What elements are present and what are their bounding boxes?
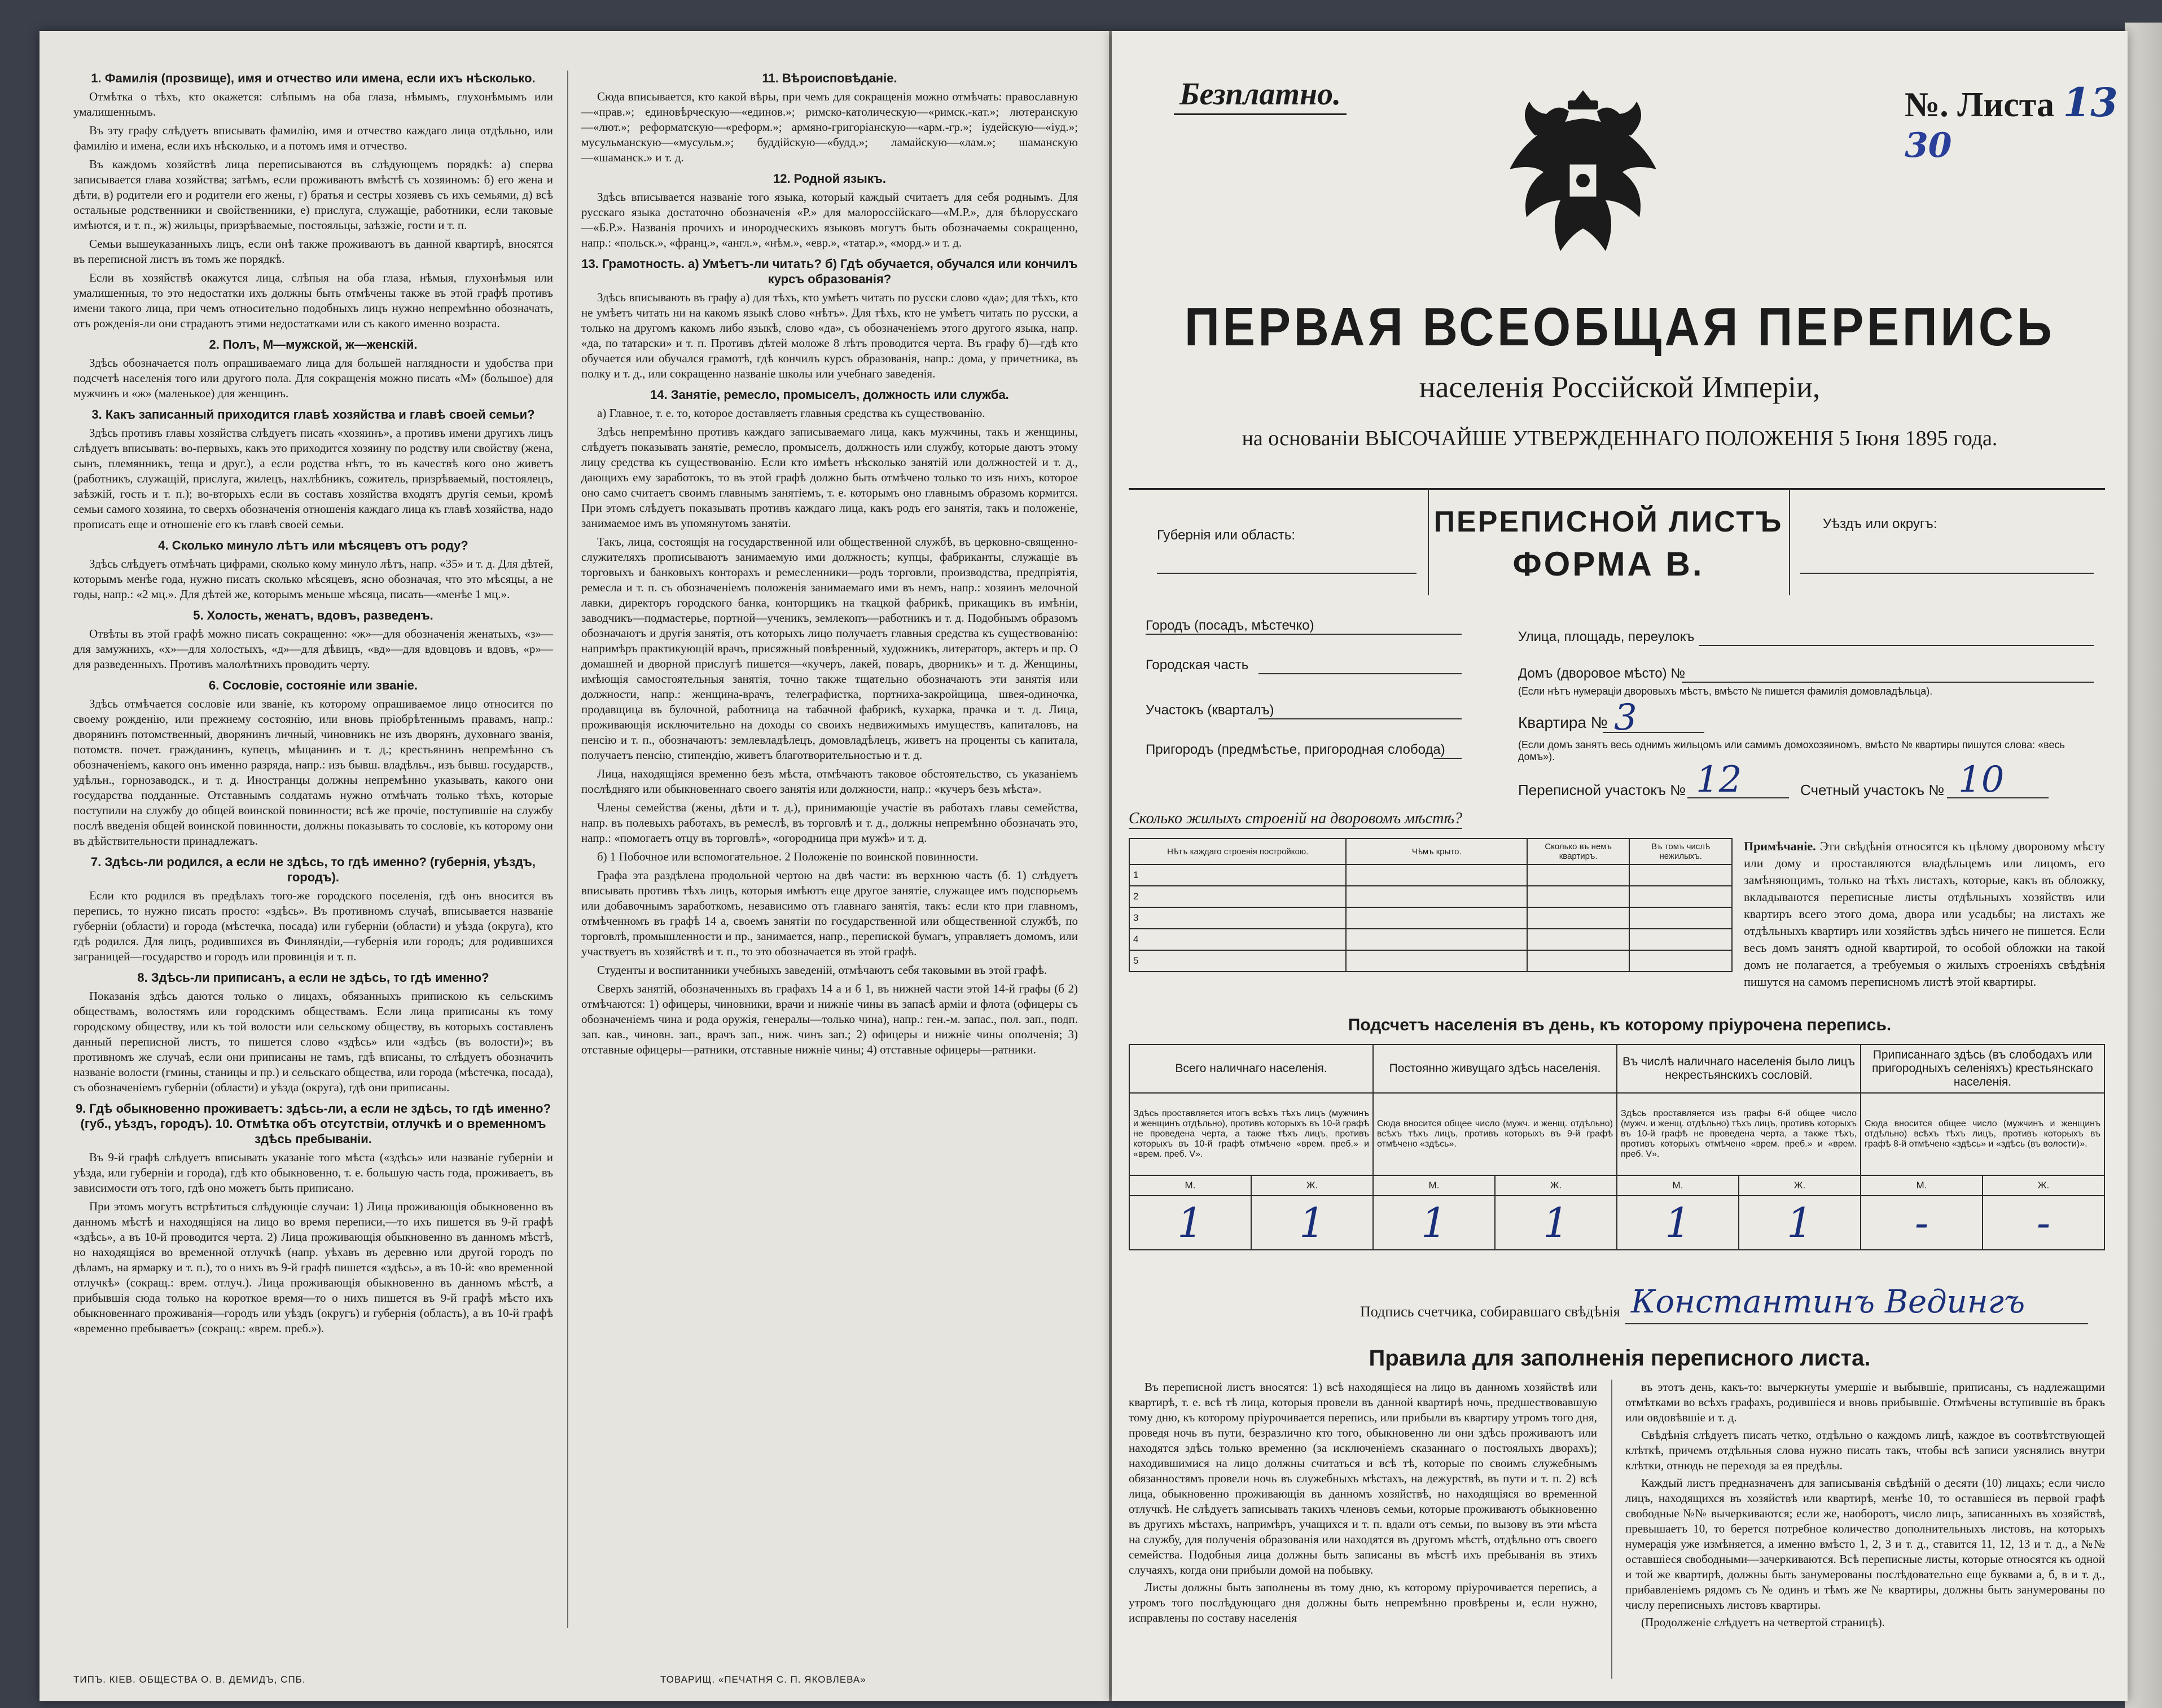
column-divider (567, 71, 568, 1628)
gorod-field[interactable] (1146, 634, 1462, 635)
buildings-cell[interactable] (1527, 864, 1630, 886)
population-header-cell: Въ числѣ наличнаго населенія было лицъ некрестьянскихъ сословій. (1617, 1044, 1861, 1093)
population-sex-cell: Ж. (1983, 1175, 2104, 1196)
paragraph: а) Главное, т. е. то, которое доставляетъ главныя средства къ существованію. (597, 406, 985, 420)
population-value-cell[interactable] (1983, 1196, 2104, 1250)
population-header-cell: Постоянно живущаго здѣсь населенія. (1373, 1044, 1617, 1093)
sheet-number-value: 13 (2063, 79, 2118, 126)
rules-column-2 (1625, 1380, 2105, 1632)
population-sex-cell: М. (1861, 1175, 1983, 1196)
signature-label: Подпись счетчика, собиравшаго свѣдѣнія (1360, 1303, 1620, 1320)
buildings-cell[interactable] (1346, 864, 1527, 886)
population-value-cell[interactable] (1129, 1196, 1251, 1250)
population-sex-cell: М. (1617, 1175, 1739, 1196)
instructions-column-1 (73, 65, 553, 1340)
table-row (1129, 907, 1732, 929)
population-value: 1 (1543, 1199, 1569, 1246)
population-value-cell[interactable] (1251, 1196, 1373, 1250)
section-heading: 3. Какъ записанный приходится главѣ хозяйства и главѣ своей семьи? (91, 407, 535, 421)
paragraph: Здѣсь обозначается полъ опрашиваемаго лица для большей наглядности и удобства при подсчетѣ населенія того или другого пола. Для сокращенія можно писать «М» (большое) для мужчинъ и «ж» (маленькое) для женщинъ. (73, 356, 553, 400)
population-sex-cell: Ж. (1251, 1175, 1373, 1196)
population-value: - (2036, 1199, 2051, 1246)
buildings-header-cell: Чѣмъ крыто. (1346, 838, 1527, 864)
rules-title: Правила для заполненія переписного листа. (1369, 1346, 1871, 1371)
sheet-number-label: №. Листа (1905, 86, 2054, 124)
paragraph: Если кто родился въ предѣлахъ того-же городского поселенія, гдѣ онъ вносится въ перепись, то нужно писать просто: «здѣсь». Въ противномъ случаѣ, вписывается названіе губерніи (области) и города (мѣстечка, посада) или губерніи (области) и уѣзда (округа), кто гдѣ родился. Для лицъ, родившихся въ Финляндіи,—губернія или городъ; для родившихся заграницей—государство и городъ или провинція и т. п. (73, 889, 553, 963)
paragraph: Отмѣтка о тѣхъ, кто окажется: слѣпымъ на оба глаза, нѣмымъ, глухонѣмымъ или умалишеннымъ. (73, 90, 553, 118)
population-sex-cell: М. (1129, 1175, 1251, 1196)
section-heading: 4. Сколько минуло лѣтъ или мѣсяцевъ отъ роду? (158, 538, 468, 552)
population-sex-row (1129, 1175, 2104, 1196)
population-sex-cell: Ж. (1739, 1175, 1861, 1196)
population-sex-cell: Ж. (1495, 1175, 1617, 1196)
buildings-note (1744, 838, 2105, 990)
population-value: - (1914, 1199, 1929, 1246)
rules-paragraph: (Продолженіе слѣдуетъ на четвертой страницѣ). (1641, 1615, 1885, 1629)
buildings-header-cell: Въ томъ числѣ нежилыхъ. (1629, 838, 1732, 864)
paragraph: Такъ, лица, состоящія на государственной или общественной службѣ, въ церковно-священно-служителяхъ прописываютъ занимаемую ими должность; купцы, фабриканты, служащіе въ торговыхъ и банковыхъ конторахъ и ремесленники—родъ торговли, производства, предпріятія, ремесла и т. п. съ обозначеніемъ положенія занимаемаго ими въ немъ, напр.: хозяинъ мелочной лавки, директоръ городского банка, конторщикъ на ткацкой фабрикѣ, прикащикъ въ имѣніи, заводчикъ—подмастерье, портной—ученикъ, землекопъ—работникъ и т. д. Подобнымъ образомъ обозначаютъ и другія занятія, отъ которыхъ лицо получаетъ главныя средства къ существованію: напримѣръ практикующій врачъ, присяжный повѣренный, художникъ, литераторъ, актеръ и пр. О домашней и дворной прислугѣ пишется—«кучеръ, лакей, поваръ, дворникъ» и т. д. Женщины, имѣющія самостоятельныя занятія, точно также тщательно обозначаютъ эти занятія или должности, напр.: женщина-врачъ, телеграфистка, портниха-закройщица, швея-одиночка, продавщица въ булочной, работница на табачной фабрикѣ, кухарка, прачка и т. д. Лица, проживающія исключительно на доходы со своихъ недвижимыхъ имуществъ, капиталовъ, на пенсію и т. п., обозначаютъ: землевладѣлецъ, домовладѣлецъ, живетъ на проценты съ капитала, получаетъ пенсію, стипендію, живетъ благотворительностью и т. д. (581, 535, 1078, 762)
note-text: Эти свѣдѣнія относятся къ цѣлому дворовому мѣсту или дому и проставляются владѣльцемъ или лицомъ, его замѣняющимъ, только на тѣхъ листахъ, которые, какъ въ обложку, вкладываются переписные листы отдѣльныхъ хозяйствъ или квартиръ всего этого дома, двора или усадьбы; на листахъ же отдѣльныхъ квартиръ или хозяйствъ здѣсь ничего не пишется. Если весь домъ занятъ одной квартирой, то особой обложки на такой домъ не полагается, а требуемыя о жилыхъ строеніяхъ свѣдѣнія пишутся на самомъ переписномъ листѣ этой квартиры. (1744, 839, 2106, 989)
rules-paragraph: въ этотъ день, какъ-то: вычеркнуты умершіе и выбывшіе, приписаны, съ надлежащими отмѣтками во всѣхъ графахъ, родившіеся и вновь прибывшіе. Отмѣчены вступившіе въ бракъ или овдовѣвшіе и т. д. (1625, 1380, 2105, 1424)
city-part-label: Городская часть (1146, 657, 1249, 673)
buildings-cell[interactable] (1629, 907, 1732, 929)
paragraph: Семьи вышеуказанныхъ лицъ, если онѣ также проживаютъ въ данной квартирѣ, вносятся въ переписной листъ въ томъ же порядкѣ. (73, 237, 553, 266)
buildings-cell[interactable] (1527, 950, 1630, 972)
apartment-field[interactable] (1603, 732, 1704, 733)
sheet-number-value-2: 30 (1905, 126, 1952, 165)
population-table (1129, 1044, 2105, 1250)
paragraph: Сюда вписывается, кто какой вѣры, при чемъ для сокращенія можно отмѣчать: православную—«прав.»; единовѣрческую—«единов.»; римско-католическую—«римск.-кат.»; лютеранскую—«лют.»; реформатскую—«реформ.»; армяно-григоріанскую—«арм.-гр.»; іудейскую—«іуд.»; мусульманскую—«мусульм.»; буддійскую—«будд.»; ламайскую—«лам.»; шаманскую—«шаманск.» и т. д. (581, 90, 1078, 164)
apartment-note: (Если домъ занятъ весь однимъ жильцомъ или самимъ домохозяиномъ, вмѣсто № квартиры пишутся слова: «весь домъ»). (1518, 739, 2065, 762)
house-label: Домъ (дворовое мѣсто) № (1518, 666, 1686, 681)
buildings-cell[interactable] (1629, 864, 1732, 886)
population-value-cell[interactable] (1617, 1196, 1739, 1250)
paragraph: Въ каждомъ хозяйствѣ лица переписываются въ слѣдующемъ порядкѣ: а) сперва записывается глава хозяйства; затѣмъ, если проживаютъ вмѣстѣ съ хозяиномъ: б) его жена и дѣти, в) родители его и родители его жены, г) братья и сестры хозяевъ съ ихъ семьями, д) всѣ остальные родственники и свойственники, е) прислуга, служащіе, работники, если таковые имѣются, и т. п., ж) жильцы, призрѣваемые, постояльцы, заѣзжіе, гости и т. п. (73, 157, 553, 232)
buildings-question: Сколько жилыхъ строеній на дворовомъ мѣстѣ? (1129, 810, 1462, 829)
table-row (1129, 950, 1732, 972)
uezd-field[interactable] (1800, 573, 2094, 574)
buildings-cell[interactable] (1527, 907, 1630, 929)
population-value: 1 (1177, 1199, 1203, 1246)
section-heading: 2. Полъ, М—мужской, ж—женскій. (209, 337, 418, 352)
section-heading: 5. Холость, женатъ, вдовъ, разведенъ. (193, 608, 433, 622)
section-heading: 7. Здѣсь-ли родился, а если не здѣсь, то гдѣ именно? (губернія, уѣздъ, городъ). (91, 855, 536, 884)
population-description-cell: Сюда вносится общее число (мужч. и женщ. отдѣльно) всѣхъ тѣхъ лицъ, противъ которыхъ въ 9-й графѣ отмѣчено «здѣсь». (1373, 1093, 1617, 1175)
buildings-row-number[interactable]: 5 (1129, 950, 1346, 972)
apartment-value: 3 (1614, 697, 1637, 739)
buildings-table (1129, 838, 1733, 972)
population-value: 1 (1665, 1199, 1691, 1246)
census-section-label: Переписной участокъ № (1518, 781, 1686, 798)
uezd-label: Уѣздъ или округъ: (1823, 516, 1937, 532)
buildings-row-number[interactable]: 4 (1129, 929, 1346, 950)
paragraph: Здѣсь отмѣчается сословіе или званіе, къ которому опрашиваемое лицо относится по своему рожденію, или прежнему состоянію, или вновь пріобрѣтеннымъ правамъ, напр.: дворянинъ потомственный, дворянинъ личный, чиновникъ не изъ дворянъ, духовнаго званія, потомств. почет. гражданинъ, купецъ, мѣщанинъ и т. д.; крестьянинъ непремѣнно съ обозначеніемъ, какого онъ именно разряда, напр.: изъ бывш. владѣльч., изъ бывш. государств., удѣльн., горнозаводск., и т. д. Иностранцы должны непремѣнно указывать, какого они государства подданные. Отставнымъ солдатамъ нужно отмѣчать только тѣхъ, которые поступили на службу до общей воинской повинности; всѣ же прочіе, поступившіе на службу послѣ введенія общей воинской повинности, должны показывать то сословіе, къ которому они въ дѣйствительности принадлежатъ. (73, 697, 553, 848)
buildings-header-cell: Нѣтъ каждаго строенія постройкою. (1129, 838, 1346, 864)
paragraph: Здѣсь непремѣнно противъ каждаго записываемаго лица, какъ мужчины, такъ и женщины, слѣдуетъ показывать занятіе, ремесло, промыселъ, должность или службу, которые даютъ этому лицу средства къ существованію. Если кто имѣетъ нѣсколько занятій или должностей и т. д., дающихъ ему заработокъ, то въ этой графѣ должно быть отмѣчено только то изъ нихъ, которое оно само считаетъ своимъ главнымъ занятіемъ, т. е. которымъ оно главнымъ образомъ кормится. При этомъ слѣдуетъ показывать противъ каждаго лица, какъ родъ его занятія, такъ и положеніе, занимаемое имъ въ упомянутомъ занятіи. (581, 425, 1078, 530)
buildings-row-number[interactable]: 2 (1129, 886, 1346, 907)
rules-paragraph: Въ переписной листъ вносятся: 1) всѣ находящіеся на лицо въ данномъ хозяйствѣ или квартирѣ, т. е. всѣ тѣ лица, которыя провели въ данной квартирѣ ночь, предшествовавшую тому дню, къ которому пріурочивается перепись, или прибыли въ квартиру утромъ того дня, проведя ночь въ пути, безразлично кто того, обыкновенно ли они здѣсь проживаютъ или находятся здѣсь только временно (за исключеніемъ сказаннаго о постоялыхъ дворахъ); находившимися на лицо должны считаться и всѣ тѣ, которые по своимъ служебнымъ обязанностямъ провели ночь въ служебныхъ мѣстахъ, на дежурствѣ, въ пути и т. п. 2) всѣ лица, обыкновенно проживающія въ данномъ хозяйствѣ, но находящіяся во временной отлучкѣ. Не слѣдуетъ записывать такихъ членовъ семьи, которые проживаютъ обыкновенно въ другихъ мѣстахъ, напримѣръ, учащихся и т. п. вдали отъ семьи, по вызову въ эти мѣста на службу, для полученія образованія или находятся въ другомъ мѣстѣ, отдѣльно отъ своего семейства. Подобныя лица должны быть записаны въ мѣстѣ ихъ пребыванія въ этихъ случаяхъ, когда они прибыли домой на побывку. (1129, 1380, 1597, 1577)
left-page (40, 31, 1109, 1701)
rules-paragraph: Листы должны быть заполнены въ тому дню, къ которому пріурочивается перепись, а утромъ того послѣдующаго дня должны быть непремѣнно провѣрены и, если нужно, исправлены по составу населенія (1129, 1580, 1597, 1624)
form-title: ПЕРЕПИСНОЙ ЛИСТЪ (1433, 506, 1783, 538)
census-subtitle: населенія Россійской Имперіи, (1419, 370, 1821, 404)
buildings-header-row (1129, 838, 1732, 864)
printer-imprint-right: ТОВАРИЩ. «ПЕЧАТНЯ С. П. ЯКОВЛЕВА» (660, 1674, 866, 1685)
buildings-row-number[interactable]: 3 (1129, 907, 1346, 929)
paragraph: Здѣсь вписывается названіе того языка, который каждый считаетъ для себя роднымъ. Для русскаго языка достаточно обозначенія «Р.» для малороссійскаго—«М.Р.», для бѣлорусскаго—«Б.Р.». Названія прочихъ и инородческихъ языковъ могутъ быть обозначаемы сокращенно, напр.: «польск.», «франц.», «англ.», «нѣм.», «евр.», «татар.», «морд.» и т. д. (581, 190, 1078, 249)
paragraph: При этомъ могутъ встрѣтиться слѣдующіе случаи: 1) Лица проживающія обыкновенно въ данномъ мѣстѣ и находящіяся на лицо во время переписи,—то ихъ пишется въ 9-й графѣ «здѣсь», а въ 10-й проводится черта. 2) Лица проживающія обыкновенно въ данномъ мѣстѣ, но находящіяся во временной отлучкѣ (напр. уѣхавъ въ деревню или другой городъ по дѣламъ, на ярмарку и т. п.), то о нихъ въ 9-й графѣ пишется «здѣсь», а въ 10-й: «во временной отлучкѣ» (сокращ.: врем. отлуч.). Лица проживающія обыкновенно въ данномъ мѣстѣ, а прибывшія сюда только на короткое время—то о нихъ пишется въ 9-й графѣ мѣсто ихъ обыкновеннаго проживанія—городъ или уѣздъ (округъ) и губернія (область), а въ 10-й графѣ «временно пребываетъ» (сокращ.: «врем. преб.»). (73, 1200, 553, 1335)
street-label: Улица, площадь, переулокъ (1518, 629, 1695, 644)
population-title: Подсчетъ населенія въ день, къ которому пріурочена перепись. (1348, 1016, 1892, 1034)
form-header-divider-right (1789, 488, 1790, 595)
suburb-label: Пригородъ (предмѣстье, пригородная слобода) (1146, 742, 1445, 757)
paragraph: Студенты и воспитанники учебныхъ заведеній, отмѣчаютъ себя таковыми въ этой графѣ. (597, 963, 1047, 977)
population-values-row (1129, 1196, 2104, 1250)
section-heading: 14. Занятіе, ремесло, промыселъ, должность или служба. (650, 388, 1009, 402)
paragraph: Показанія здѣсь даются только о лицахъ, обязанныхъ припискою къ сельскимъ обществамъ, волостямъ или городскимъ обществамъ. Если лица приписаны къ тому городскому обществу, или къ той волости или сельскому обществу, въ которыхъ составленъ данный переписной листъ, то пишется слово «здѣсь» или «здѣсь (въ волости)»; въ противномъ же случаѣ, если они приписаны не тамъ, гдѣ вписаны, то слѣдуетъ обозначить названіе волости (гмины, станицы и пр.) и сельскаго общества, или города (мѣстечка, посада), съ обозначеніемъ губерніи (области) и уѣзда (округа), гдѣ они приписаны. (73, 989, 553, 1094)
population-value: 1 (1299, 1199, 1325, 1246)
paragraph: Графа эта раздѣлена продольной чертою на двѣ части: въ верхнюю часть (б. 1) слѣдуетъ вписывать противъ тѣхъ лицъ, которыя имѣютъ еще другое занятіе, служащее имъ подспорьемъ или добавочнымъ заработкомъ, независимо отъ главнаго занятія, такъ: если кто при главномъ, отмѣченномъ въ графѣ 14 а, своемъ занятіи по государственной или общественной службѣ, по торговлѣ, промышленности и пр., занимается, напр., перепиской бумагъ, управляетъ домомъ, или участвуетъ въ хозяйствѣ и т. п., то это обозначается въ этой графѣ. (581, 868, 1078, 958)
house-note: (Если нѣтъ нумераціи дворовыхъ мѣстъ, вмѣсто № пишется фамилія домовладѣльца). (1518, 686, 1933, 697)
section-heading: 1. Фамилія (прозвище), имя и отчество или имена, если ихъ нѣсколько. (91, 71, 536, 85)
instructions-column-2 (581, 65, 1078, 1061)
apartment-label: Квартира № (1518, 714, 1608, 731)
buildings-cell[interactable] (1629, 950, 1732, 972)
rules-column-divider (1611, 1380, 1612, 1679)
uchastok-label: Участокъ (кварталъ) (1146, 702, 1274, 718)
free-label: Безплатно. (1174, 76, 1347, 115)
population-value: 1 (1421, 1199, 1447, 1246)
table-row (1129, 929, 1732, 950)
section-heading: 9. Гдѣ обыкновенно проживаетъ: здѣсь-ли, а если не здѣсь, то гдѣ именно? (губ., уѣздъ, городъ). 10. Отмѣтка объ отсутствіи, отлучкѣ и о временномъ здѣсь пребываніи. (75, 1101, 551, 1146)
city-part-field[interactable] (1258, 673, 1462, 674)
population-description-cell: Сюда вносится общее число (мужчинъ и женщинъ отдѣльно) всѣхъ тѣхъ лицъ, противъ которыхъ въ графѣ 8-й отмѣчено «здѣсь» и «здѣсь (въ волости)». (1861, 1093, 2104, 1175)
buildings-cell[interactable] (1346, 950, 1527, 972)
page-stack-edge (2125, 23, 2162, 1708)
sheet-number (1905, 79, 2128, 166)
population-header-row (1129, 1044, 2104, 1093)
census-basis: на основаніи ВЫСОЧАЙШЕ УТВЕРЖДЕННАГО ПОЛОЖЕНІЯ 5 Іюня 1895 года. (1242, 427, 1998, 450)
signature-field[interactable] (1625, 1323, 2088, 1324)
right-page (1112, 31, 2128, 1701)
section-heading: 12. Родной языкъ. (773, 172, 887, 186)
paragraph: Отвѣты въ этой графѣ можно писать сокращенно: «ж»—для обозначенія женатыхъ, «з»—для замужнихъ, «х»—для холостыхъ, «д»—для дѣвицъ, «вд»—для вдовцовъ и вдовъ, «р»—для разведенныхъ. Противъ малолѣтнихъ проводить черту. (73, 627, 553, 671)
gubernia-label: Губернія или область: (1157, 528, 1296, 543)
population-value-cell[interactable] (1373, 1196, 1495, 1250)
population-description-cell: Здѣсь проставляется изъ графы 6-й общее число (мужч. и женщ. отдѣльно) тѣхъ лицъ, противъ которыхъ въ 10-й графѣ не проведена черта, а также тѣхъ, противъ которыхъ отмѣчено «врем. преб.» и «врем. преб. V». (1617, 1093, 1861, 1175)
count-section-field[interactable] (1947, 797, 2049, 798)
paragraph: Здѣсь противъ главы хозяйства слѣдуетъ писать «хозяинъ», а противъ имени другихъ лицъ слѣдуетъ вписывать: во-первыхъ, какъ это приходится хозяину по родству или свойству (жена, сынъ, племянникъ, теща и друг.), а если родства нѣтъ, то въ качествѣ кого оно живетъ (работникъ, служащій, прислуга, жилецъ, нахлѣбникъ, сожитель, призрѣваемый, постоялецъ, заѣзжій, гость и т. п.); во-вторыхъ если въ составъ хозяйства входятъ другія семьи, кромѣ семьи самого хозяина, то сверхъ обозначенія отношенія каждаго лица къ главѣ хозяйства, надо прописать еще и отношеніе его къ главѣ своей семьи. (73, 426, 553, 531)
buildings-cell[interactable] (1527, 886, 1630, 907)
population-value: 1 (1787, 1199, 1813, 1246)
street-field[interactable] (1699, 645, 2094, 646)
census-title: ПЕРВАЯ ВСЕОБЩАЯ ПЕРЕПИСЬ (1184, 297, 2055, 357)
population-value-cell[interactable] (1861, 1196, 1983, 1250)
paragraph: Здѣсь слѣдуетъ отмѣчать цифрами, сколько кому минуло лѣтъ, напр. «35» и т. д. Для дѣтей, которымъ менѣе года, нужно писать сколько мѣсяцевъ, ясно обозначая, что это мѣсяцы, а не годы, напр.: «2 мц.». Для дѣтей же, которымъ меньше мѣсяца, писать—«менѣе 1 мц.». (73, 557, 553, 601)
census-section-value: 12 (1696, 759, 1742, 801)
paragraph: Члены семейства (жены, дѣти и т. д.), принимающіе участіе въ работахъ главы семейства, напр. въ полевыхъ работахъ, въ ремеслѣ, въ торговлѣ и т. д., должны непремѣнно обозначать это, напр.: «помогаетъ отцу въ торговлѣ», «огородница при мужѣ» и т. д. (581, 801, 1078, 845)
paragraph: Сверхъ занятій, обозначенныхъ въ графахъ 14 а и б 1, въ нижней части этой 14-й графы (б 2) отмѣчаются: 1) офицеры, чиновники, врачи и нижніе чины въ запасѣ арміи и флота (офицеры съ обозначеніемъ чина и рода оружія, генералы—только чина), напр.: ген.-м. запас., пол. зап., подп. зап. кав., чиновн. зап., врачъ зап., ниж. чинъ зап.; 2) офицеры и нижніе чины ополченія; 3) отставные офицеры—ратники, отставные нижніе чины; 4) отставные офицеры—ратники. (581, 982, 1078, 1056)
rules-paragraph: Каждый листъ предназначенъ для записыванія свѣдѣній о десяти (10) лицахъ; если число лицъ, находящихся въ хозяйствѣ или квартирѣ, менѣе 10, то оставшіеся въ первой графѣ свободные №№ вычеркиваются; если же, наоборотъ, число лицъ, записанныхъ въ хозяйствѣ, превышаетъ 10, то берется потребное количество дополнительныхъ листовъ, на которыхъ нумерація уже измѣняется, а именно вмѣсто 1, 2, 3 и т. д., ставится 11, 12, 13 и т. д., а №№ оставшіеся свободными—зачеркиваются. Всѣ переписные листы, которые относятся къ одной и той же квартирѣ, должны быть занумерованы послѣдовательно еще буквами а, б, в и т. д., прибавленіемъ рядомъ съ № одинъ и тѣмъ же № квартиры, должны быть занумерованы по числу переписныхъ листовъ квартиры. (1625, 1476, 2105, 1612)
paragraph: Лица, находящіяся временно безъ мѣста, отмѣчаютъ таковое обстоятельство, съ указаніемъ послѣдняго или обыкновеннаго своего занятія или должности, напр.: «кучеръ безъ мѣста». (581, 767, 1078, 796)
paragraph: Въ эту графу слѣдуетъ вписывать фамилію, имя и отчество каждаго лица отдѣльно, или фамилію и имена, если ихъ нѣсколько, и а потомъ имя и отчество. (73, 124, 553, 152)
double-headed-eagle-emblem-icon (1501, 85, 1665, 271)
population-description-row (1129, 1093, 2104, 1175)
rules-column-1 (1129, 1380, 1597, 1628)
printer-imprint-left: ТИПЪ. КІЕВ. ОБЩЕСТВА О. В. ДЕМИДЪ, СПБ. (73, 1674, 306, 1685)
population-description-cell: Здѣсь проставляется итогъ всѣхъ тѣхъ лицъ (мужчинъ и женщинъ отдѣльно), противъ которыхъ въ 10-й графѣ не проведена черта, а также тѣхъ лицъ, противъ которыхъ въ 10-й графѣ отмѣчено «врем. преб.» и «врем. преб. V». (1129, 1093, 1373, 1175)
section-heading: 11. Вѣроисповѣданіе. (762, 71, 897, 85)
form-type: ФОРМА В. (1512, 545, 1704, 583)
buildings-cell[interactable] (1346, 907, 1527, 929)
suburb-field[interactable] (1433, 758, 1462, 759)
uchastok-field[interactable] (1258, 718, 1462, 719)
section-heading: 6. Сословіе, состояніе или званіе. (208, 678, 418, 692)
population-sex-cell: М. (1373, 1175, 1495, 1196)
section-heading: 13. Грамотность. а) Умѣетъ-ли читать? б) Гдѣ обучается, обучался или кончилъ курсъ образованія? (581, 257, 1078, 286)
paragraph: Если въ хозяйствѣ окажутся лица, слѣпыя на оба глаза, нѣмыя, глухонѣмыя или умалишенныя, то это недостатки ихъ должны быть отмѣчены также въ этой графѣ противъ имени такого лица, при чемъ относительно подобныхъ лицъ нужно непремѣнно обозначать, отъ рожденія-ли они страдаютъ этими недостатками или съ какого именно возраста. (73, 271, 553, 330)
paragraph: Въ 9-й графѣ слѣдуетъ вписывать указаніе того мѣста («здѣсь» или названіе губерніи и уѣзда, или губерніи и города), гдѣ кто обыкновенно, т. е. большую часть года, проживаетъ, въ зависимости отъ того, гдѣ оно можетъ быть приписано. (73, 1151, 553, 1195)
paragraph: Здѣсь вписывають въ графу а) для тѣхъ, кто умѣетъ читать по русски слово «да»; для тѣхъ, кто не умѣетъ читать ни на какомъ языкѣ слово «нѣтъ». Для тѣхъ, кто не умѣетъ читать по русски, а только на другомъ какомъ либо языкѣ, слово «да», съ обозначеніемъ этого другого языка, напр. «да, по татарски» и т. п. Противъ дѣтей моложе 8 лѣтъ проводится черта. Въ графу б)—гдѣ кто обучается или обучался грамотѣ, гдѣ кончилъ курсъ образованія, напр.: дома, у причетника, въ полку и т. д., или сокращенно названіе школы или учебнаго заведенія. (581, 291, 1078, 380)
buildings-cell[interactable] (1629, 886, 1732, 907)
buildings-row-number[interactable]: 1 (1129, 864, 1346, 886)
population-header-cell: Приписаннаго здѣсь (въ слободахъ или пригородныхъ селеніяхъ) крестьянскаго населенія. (1861, 1044, 2104, 1093)
count-section-value: 10 (1958, 759, 2005, 801)
gorod-label: Городъ (посадъ, мѣстечко) (1146, 618, 1314, 633)
table-row (1129, 864, 1732, 886)
rules-paragraph: Свѣдѣнія слѣдуетъ писать четко, отдѣльно о каждомъ лицѣ, каждое въ соотвѣтствующей клѣткѣ, причемъ отдѣльныя слова нужно писать такъ, чтобы всѣ записи уяснялись внутри клѣтки, отнюдь не переходя за ея предѣлы. (1625, 1428, 2105, 1472)
buildings-cell[interactable] (1527, 929, 1630, 950)
population-value-cell[interactable] (1495, 1196, 1617, 1250)
house-field[interactable] (1682, 682, 2094, 683)
buildings-cell[interactable] (1346, 929, 1527, 950)
note-title: Примѣчаніе. (1744, 839, 1816, 853)
section-heading: 8. Здѣсь-ли приписанъ, а если не здѣсь, то гдѣ именно? (137, 971, 489, 985)
count-section-label: Счетный участокъ № (1800, 781, 1945, 798)
buildings-cell[interactable] (1629, 929, 1732, 950)
population-value-cell[interactable] (1739, 1196, 1861, 1250)
paragraph: б) 1 Побочное или вспомогательное. 2 Положеніе по воинской повинности. (597, 850, 979, 863)
table-row (1129, 886, 1732, 907)
gubernia-field[interactable] (1157, 573, 1417, 574)
signature-value: Константинъ Ведингъ (1631, 1284, 2025, 1320)
buildings-cell[interactable] (1346, 886, 1527, 907)
census-section-field[interactable] (1687, 797, 1789, 798)
buildings-header-cell: Сколько въ немъ квартиръ. (1527, 838, 1630, 864)
population-header-cell: Всего наличнаго населенія. (1129, 1044, 1373, 1093)
